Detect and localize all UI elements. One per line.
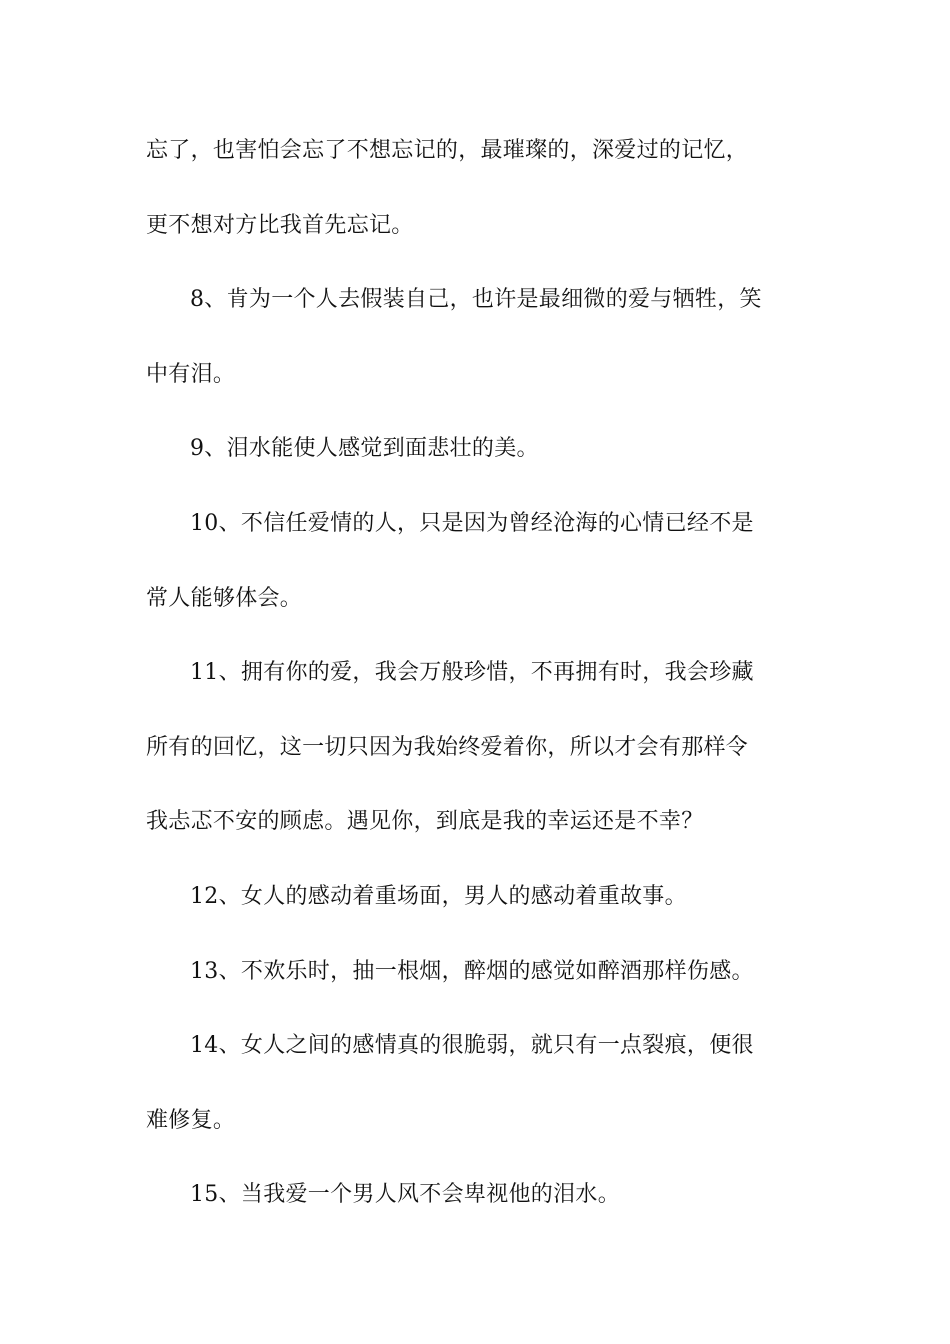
paragraph-8-line-1: 8、肯为一个人去假装自己，也许是最细微的爱与牺牲，笑 (190, 287, 762, 313)
paragraph-14-line-2: 难修复。 (146, 1107, 236, 1133)
continuation-line: 更不想对方比我首先忘记。 (146, 212, 414, 238)
paragraph-12: 12、女人的感动着重场面，男人的感动着重故事。 (190, 883, 687, 909)
document-body (146, 126, 816, 1245)
paragraph-10-line-2: 常人能够体会。 (146, 585, 303, 611)
paragraph-11-line-2: 所有的回忆，这一切只因为我始终爱着你，所以才会有那样令 (146, 734, 749, 760)
paragraph-11-line-3: 我忐忑不安的顾虑。遇见你，到底是我的幸运还是不幸？ (146, 809, 704, 835)
paragraph-9: 9、泪水能使人感觉到面悲壮的美。 (190, 436, 539, 462)
paragraph-11-line-1: 11、拥有你的爱，我会万般珍惜，不再拥有时，我会珍藏 (190, 660, 754, 686)
paragraph-10-line-1: 10、不信任爱情的人，只是因为曾经沧海的心情已经不是 (190, 510, 754, 536)
continuation-line: 忘了，也害怕会忘了不想忘记的，最璀璨的，深爱过的记忆， (146, 138, 749, 163)
paragraph-15: 15、当我爱一个男人风不会卑视他的泪水。 (190, 1182, 620, 1208)
paragraph-13: 13、不欢乐时，抽一根烟，醉烟的感觉如醉酒那样伤感。 (190, 958, 754, 984)
paragraph-14-line-1: 14、女人之间的感情真的很脆弱，就只有一点裂痕，便很 (190, 1033, 754, 1059)
paragraph-8-line-2: 中有泪。 (146, 361, 236, 387)
